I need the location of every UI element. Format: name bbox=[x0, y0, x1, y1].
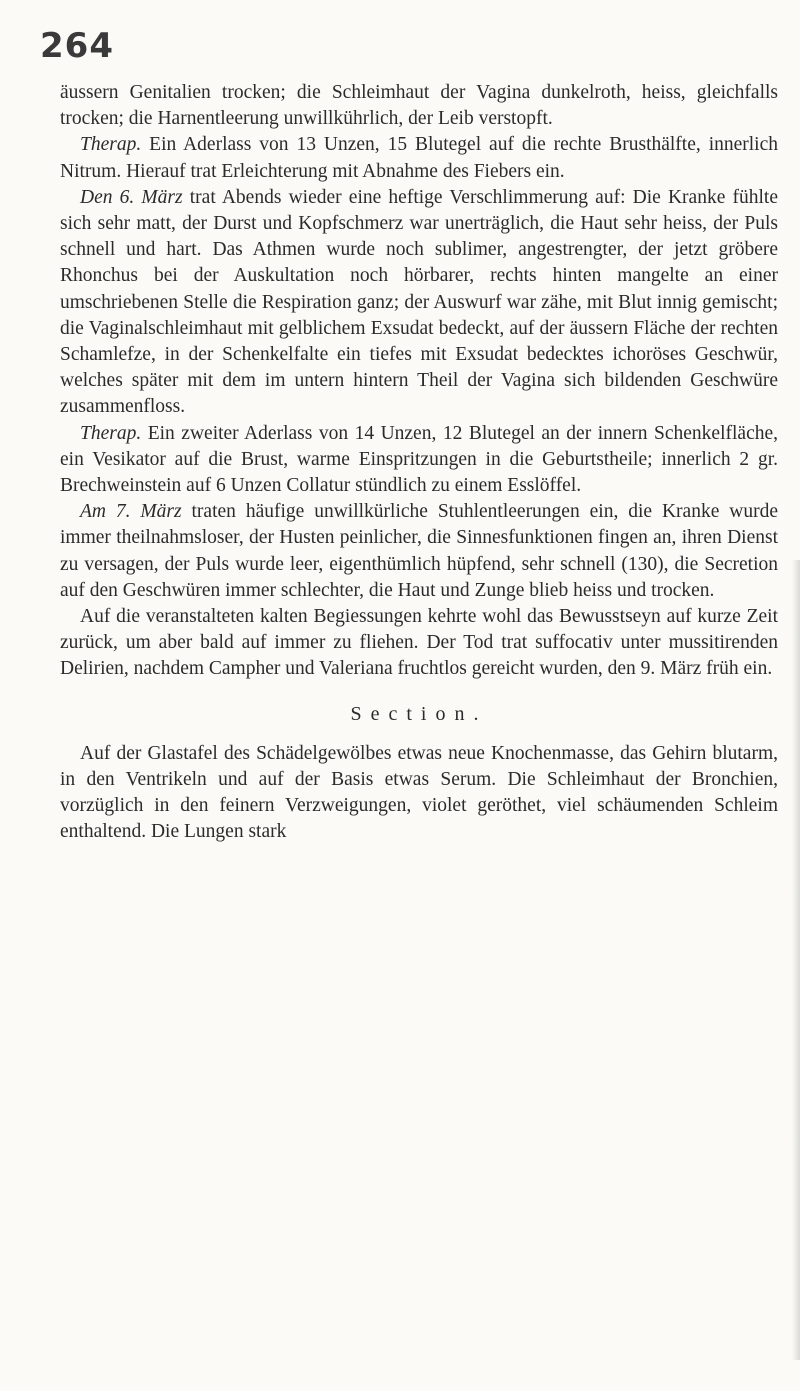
paragraph-text: Auf die veranstalteten kalten Begiessungen kehrte wohl das Bewusstseyn auf kurze Zeit zurück, um aber bald auf immer zu fliehen. Der Tod trat suffocativ unter mussitirenden Delirien, nachdem Campher und Valeriana fruchtlos gereicht wurden, den 9. März früh ein. bbox=[60, 606, 778, 680]
paragraph-1 bbox=[60, 80, 778, 132]
paragraph-text: trat Abends wieder eine heftige Verschlimmerung auf: Die Kranke fühlte sich sehr matt, der Durst und Kopfschmerz war unerträglich, die Haut sehr heiss, der Puls schnell und hart. Das Athmen wurde noch sublimer, angestrengter, der jetzt gröbere Rhonchus bei der Auskultation noch hörbarer, rechts hinten mangelte an einer umschriebenen Stelle die Respiration ganz; der Auswurf war zähe, mit Blut innig gemischt; die Vaginalschleimhaut mit gelblichem Exsudat bedeckt, auf der äussern Fläche der rechten Schamlefze, in der Schenkelfalte ein tiefes mit Exsudat bedecktes ichoröses Geschwür, welches später mit dem im untern hintern Theil der Vagina sich bildenden Geschwüre zusammenfloss. bbox=[60, 186, 778, 418]
paragraph-lead: Am 7. März bbox=[80, 501, 182, 523]
paragraph-lead: Den 6. März bbox=[80, 186, 183, 208]
section-heading: Section. bbox=[350, 702, 488, 725]
body-text bbox=[60, 80, 778, 846]
paragraph-4 bbox=[60, 421, 778, 500]
paragraph-text: Ein Aderlass von 13 Unzen, 15 Blutegel auf die rechte Brusthälfte, innerlich Nitrum. Hierauf trat Erleichterung mit Abnahme des Fiebers ein. bbox=[60, 134, 778, 182]
page-number: 264 bbox=[40, 26, 114, 66]
paragraph-text: äussern Genitalien trocken; die Schleimhaut der Vagina dunkelroth, heiss, gleichfalls trocken; die Harnentleerung unwillkührlich, der Leib verstopft. bbox=[60, 82, 778, 130]
paragraph-5 bbox=[60, 499, 778, 604]
paragraph-text: Ein zweiter Aderlass von 14 Unzen, 12 Blutegel an der innern Schenkelfläche, ein Vesikator auf die Brust, warme Einspritzungen in die Geburtstheile; innerlich 2 gr. Brechweinstein auf 6 Unzen Collatur stündlich zu einem Esslöffel. bbox=[60, 422, 778, 497]
section-paragraph bbox=[60, 741, 778, 846]
paragraph-text: traten häufige unwillkürliche Stuhlentleerungen ein, die Kranke wurde immer theilnahmsloser, der Husten peinlicher, die Sinnesfunktionen fingen an, ihren Dienst zu versagen, der Puls wurde leer, eigenthümlich hüpfend, sehr schnell (130), die Secretion auf den Geschwüren immer schlechter, die Haut und Zunge blieb heiss und trocken. bbox=[60, 501, 778, 601]
paragraph-lead: Therap. bbox=[80, 134, 142, 156]
paragraph-2 bbox=[60, 132, 778, 184]
paragraph-lead: Therap. bbox=[80, 422, 142, 444]
paragraph-6 bbox=[60, 604, 778, 683]
paragraph-3 bbox=[60, 185, 778, 421]
paragraph-text: Auf der Glastafel des Schädelgewölbes etwas neue Knochenmasse, das Gehirn blutarm, in den Ventrikeln und auf der Basis etwas Serum. Die Schleimhaut der Bronchien, vorzüglich in den feinern Verzweigungen, violet geröthet, viel schäumenden Schleim enthaltend. Die Lungen stark bbox=[60, 742, 778, 843]
page-edge-shadow bbox=[792, 560, 800, 1360]
